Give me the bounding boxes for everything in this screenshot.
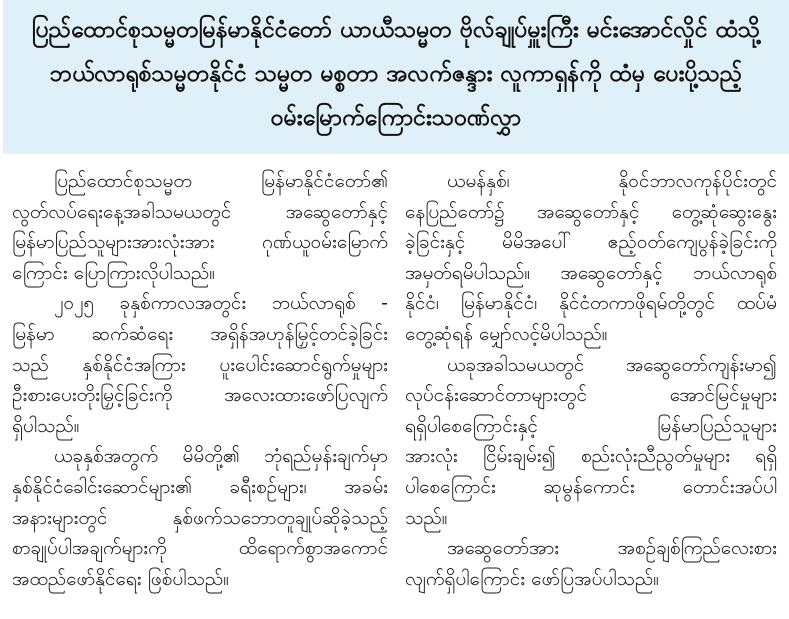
text-line: ယခုနှစ်အတွက် မိမိတို့၏ ဘုံရည်မှန်းချက်မှာ <box>54 445 388 468</box>
text-line: ယမန်နှစ်၊ နိုဝင်ဘာလကုန်ပိုင်းတွင် <box>447 170 777 192</box>
headline-line-2: ဘယ်လာရုစ်သမ္မတနိုင်ငံ သမ္မတ မစ္စတာ အလက်ဇန္ဒား လူကာရှန်ကို ထံမှ ပေးပို့သည့် <box>49 61 743 87</box>
paragraph <box>405 533 777 594</box>
text-line: လွတ်လပ်ရေးနေ့အခါသမယတွင် အဆွေတော်နှင့် <box>12 200 388 223</box>
text-line: နှစ်နိုင်ငံခေါင်းဆောင်များ၏ ခရီးစဉ်များ၊ အခမ်း <box>12 475 388 498</box>
text-line: အနားများတွင် နှစ်ဖက်သဘောတူချုပ်ဆိုခဲ့သည့် <box>12 506 388 529</box>
article-column-left <box>12 166 388 594</box>
text-line: ခဲ့ခြင်းနှင့် မိမိအပေါ် ဧည့်ဝတ်ကျေပွန်ခဲ့ခြင်းကို <box>405 231 777 254</box>
text-line: ရှိပါသည်။ <box>12 414 80 437</box>
paragraph <box>405 166 777 350</box>
text-line: အဆွေတော်အား အစဉ်ချစ်ကြည်လေးစား <box>447 537 777 560</box>
text-line: သည် နှစ်နိုင်ငံအကြား ပူးပေါင်းဆောင်ရွက်မှုများ <box>12 353 388 376</box>
text-line: ပါစေကြောင်း ဆုမွန်ကောင်း တောင်းအပ်ပါ <box>405 475 777 498</box>
article-column-right <box>405 166 777 594</box>
text-line: တွေ့ဆုံရန် မျှော်လင့်မိပါသည်။ <box>405 322 608 345</box>
paragraph <box>12 288 388 441</box>
text-line: နိုင်ငံ၊ မြန်မာနိုင်ငံ၊ နိုင်ငံတကာဖိုရမ်တို့တွင် ထပ်မံ <box>405 292 777 315</box>
article-header <box>3 0 789 154</box>
text-line: ပြည်ထောင်စုသမ္မတ မြန်မာနိုင်ငံတော်၏ <box>54 170 388 192</box>
text-line: မြန်မာပြည်သူများအားလုံးအား ဂုဏ်ယူဝမ်းမြောက် <box>12 231 388 254</box>
text-line: ယခုအခါသမယတွင် အဆွေတော်ကျန်းမာ၍ <box>447 353 777 376</box>
text-line: လုပ်ငန်းဆောင်တာများတွင် အောင်မြင်မှုများ <box>405 384 777 407</box>
headline-line-1: ပြည်ထောင်စုသမ္မတမြန်မာနိုင်ငံတော် ယာယီသမ္မတ ဗိုလ်ချုပ်မှူးကြီး မင်းအောင်လှိုင် ထံသို့ <box>31 17 761 43</box>
paragraph <box>405 350 777 534</box>
text-line: သည်။ <box>405 506 448 529</box>
text-line: အထည်ဖော်နိုင်ရေး ဖြစ်ပါသည်။ <box>12 567 229 590</box>
text-line: အမှတ်ရမိပါသည်။ အဆွေတော်နှင့် ဘယ်လာရုစ် <box>405 261 777 284</box>
text-line: လျက်ရှိပါကြောင်း ဖော်ပြအပ်ပါသည်။ <box>405 567 660 590</box>
text-line: စာချုပ်ပါအချက်များကို ထိရောက်စွာအကောင် <box>12 537 388 560</box>
headline-line-3: ဝမ်းမြောက်ကြောင်းသဝဏ်လွှာ <box>270 105 522 131</box>
text-line: ဦးစားပေးတိုးမြှင့်ခြင်းကို အလေးထားဖော်ပြလျက် <box>12 384 388 407</box>
paragraph <box>12 441 388 594</box>
text-line: ရရှိပါစေကြောင်းနှင့် မြန်မာပြည်သူများ <box>405 414 777 437</box>
text-line: အားလုံး ငြိမ်းချမ်း၍ စည်းလုံးညီညွတ်မှုများ ရရှိ <box>405 445 777 468</box>
text-line: ကြောင်း ပြောကြားလိုပါသည်။ <box>12 261 216 284</box>
paragraph <box>12 166 388 288</box>
text-line: နေပြည်တော်၌ အဆွေတော်နှင့် တွေ့ဆုံဆွေးနွေး <box>405 200 777 223</box>
text-line: မြန်မာ ဆက်ဆံရေး အရှိန်အဟုန်မြှင့်တင်ခဲ့ခြင်း <box>12 322 388 345</box>
text-line: ၂၀၂၅ ခုနှစ်ကာလအတွင်း ဘယ်လာရုစ် - <box>54 292 388 315</box>
